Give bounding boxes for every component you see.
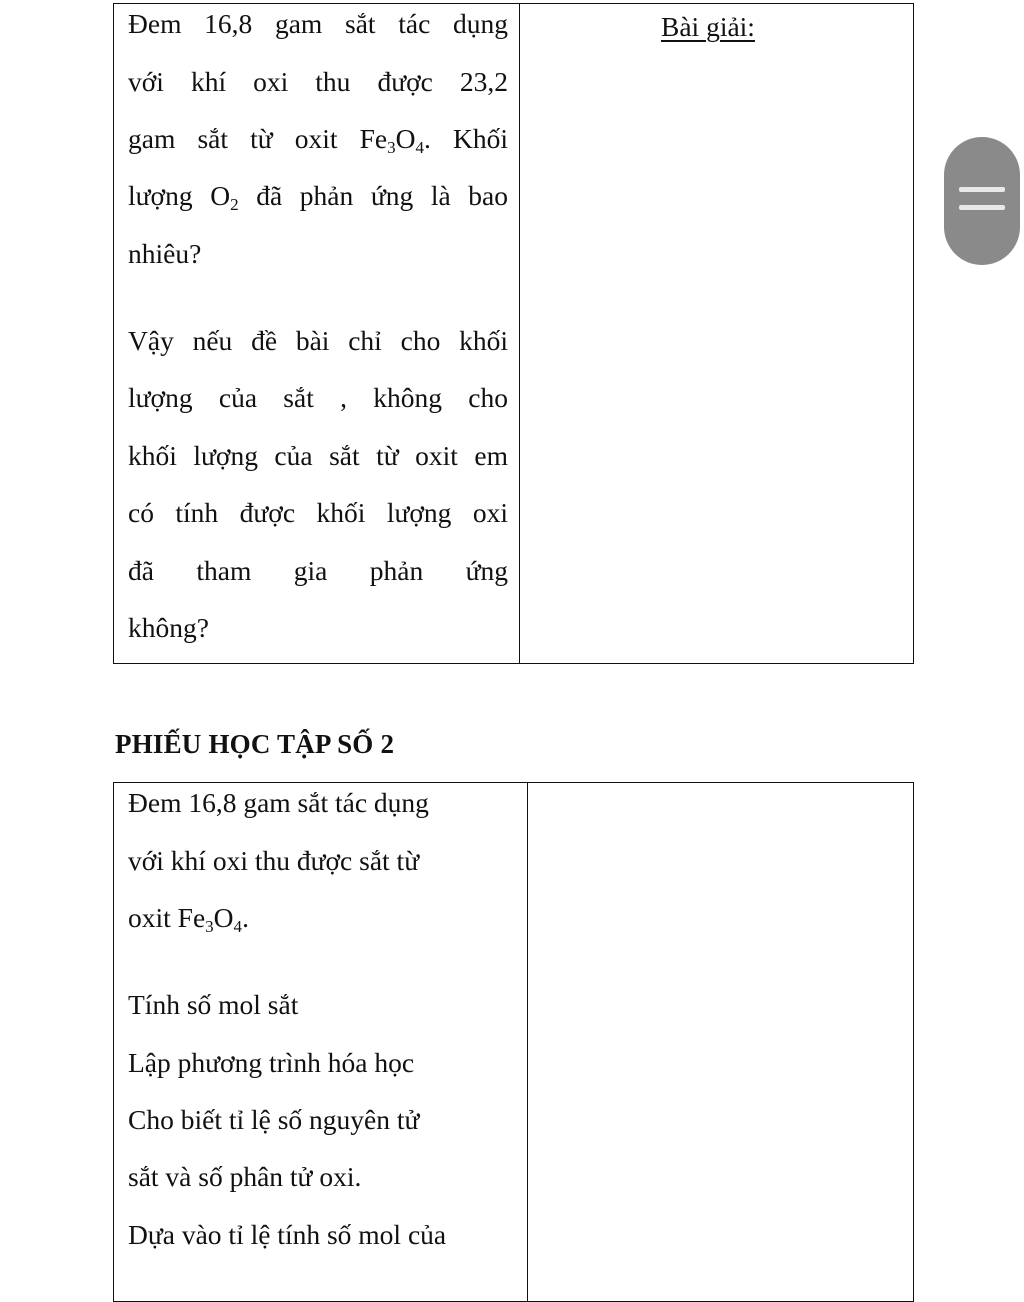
- handle-line: [959, 187, 1005, 192]
- text-line: với khí oxi thu được sắt từ: [128, 845, 420, 876]
- text-line: không?: [128, 612, 209, 643]
- text-fragment: . Khối: [424, 123, 508, 154]
- text-line: [128, 119, 508, 159]
- formula-o2: $O_2$: [210, 180, 239, 214]
- formula-fe3o4: $Fe_3O_4$: [177, 902, 243, 936]
- text-line: đã tham gia phản ứng: [128, 555, 508, 586]
- text-fragment: gam sắt từ oxit: [128, 123, 360, 154]
- text-line: lượng của sắt , không cho: [128, 382, 508, 413]
- worksheet-2-heading: PHIẾU HỌC TẬP SỐ 2: [115, 729, 395, 759]
- text-fragment: .: [242, 902, 249, 933]
- text-fragment: oxit: [128, 902, 178, 933]
- text-line: Tính số mol sắt: [128, 989, 299, 1020]
- column-divider: [527, 783, 528, 1301]
- text-line: Cho biết tỉ lệ số nguyên tử: [128, 1104, 420, 1135]
- formula-fe3o4: $Fe_3O_4$: [359, 123, 425, 157]
- text-fragment: lượng: [128, 180, 211, 211]
- text-line: Vậy nếu đề bài chỉ cho khối: [128, 325, 508, 356]
- worksheet-2-table: [113, 782, 914, 1302]
- text-line: Đem 16,8 gam sắt tác dụng: [128, 787, 429, 818]
- text-line: nhiêu?: [128, 238, 202, 269]
- text-line: [128, 176, 508, 216]
- text-line: Đem 16,8 gam sắt tác dụng: [128, 8, 508, 39]
- text-line: khối lượng của sắt từ oxit em: [128, 440, 508, 471]
- text-line: có tính được khối lượng oxi: [128, 497, 508, 528]
- worksheet-1-table: [113, 3, 914, 664]
- text-line: Lập phương trình hóa học: [128, 1047, 415, 1078]
- text-line: [128, 898, 249, 938]
- text-line: sắt và số phân tử oxi.: [128, 1161, 362, 1192]
- answer-title: Bài giải:: [661, 11, 755, 42]
- column-divider: [519, 4, 520, 663]
- text-fragment: đã phản ứng là bao: [238, 180, 508, 211]
- text-line: với khí oxi thu được 23,2: [128, 66, 508, 97]
- text-line: Dựa vào tỉ lệ tính số mol của: [128, 1219, 447, 1250]
- handle-line: [959, 205, 1005, 210]
- drag-handle-icon[interactable]: [944, 137, 1020, 265]
